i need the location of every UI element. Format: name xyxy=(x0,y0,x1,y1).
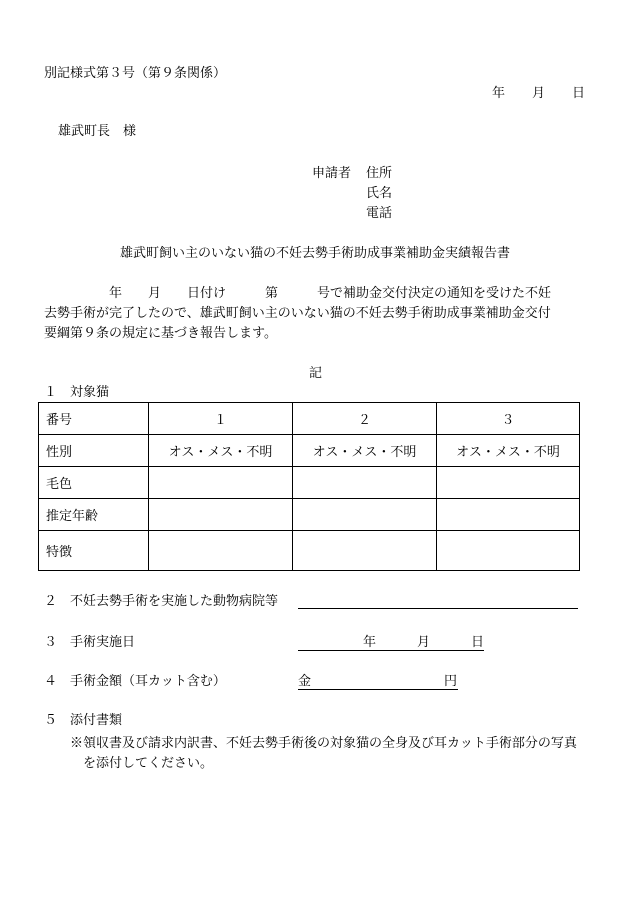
row-label-number: 番号 xyxy=(39,403,149,435)
body-line: 要綱第９条の規定に基づき報告します。 xyxy=(44,326,277,341)
date-line xyxy=(492,86,585,102)
hospital-field[interactable] xyxy=(298,608,578,609)
section3-label: ３ 手術実施日 xyxy=(44,635,136,650)
sex-cell-3[interactable]: オス・メス・不明 xyxy=(437,435,580,467)
applicant-name-label: 氏名 xyxy=(366,186,393,201)
surgery-day: 日 xyxy=(471,635,485,650)
surgery-year: 年 xyxy=(363,635,377,650)
column-number-1: １ xyxy=(149,403,293,435)
form-number: 別記様式第３号（第９条関係） xyxy=(44,66,227,81)
section1-heading: １ 対象猫 xyxy=(44,385,110,400)
body-line: 去勢手術が完了したので、雄武町飼い主のいない猫の不妊去勢手術助成事業補助金交付 xyxy=(44,306,551,321)
column-number-2: ２ xyxy=(293,403,437,435)
cat-table xyxy=(38,402,580,571)
features-cell-1[interactable] xyxy=(149,531,293,571)
sex-cell-2[interactable]: オス・メス・不明 xyxy=(293,435,437,467)
date-month: 月 xyxy=(532,86,546,101)
addressee: 雄武町長 様 xyxy=(58,124,137,139)
sex-cell-1[interactable]: オス・メス・不明 xyxy=(149,435,293,467)
table-row xyxy=(39,403,580,435)
coat-color-cell-3[interactable] xyxy=(437,467,580,499)
features-cell-3[interactable] xyxy=(437,531,580,571)
table-row xyxy=(39,499,580,531)
estimated-age-cell-3[interactable] xyxy=(437,499,580,531)
date-day: 日 xyxy=(572,86,586,101)
coat-color-cell-1[interactable] xyxy=(149,467,293,499)
table-row xyxy=(39,531,580,571)
section5-label: ５ 添付書類 xyxy=(44,713,123,728)
attachment-note-line: を添付してください。 xyxy=(70,756,214,771)
table-row xyxy=(39,435,580,467)
section2-label: ２ 不妊去勢手術を実施した動物病院等 xyxy=(44,594,279,609)
surgery-date-field[interactable] xyxy=(298,650,484,651)
ki-heading: 記 xyxy=(309,366,323,381)
surgery-month: 月 xyxy=(417,635,431,650)
body-line: 年 月 日付け 第 号で補助金交付決定の通知を受けた不妊 xyxy=(44,286,552,301)
attachment-note xyxy=(70,734,577,774)
body-text xyxy=(44,284,551,344)
estimated-age-cell-2[interactable] xyxy=(293,499,437,531)
row-label-coat-color: 毛色 xyxy=(39,467,149,499)
row-label-features: 特徴 xyxy=(39,531,149,571)
section4-label: ４ 手術金額（耳カット含む） xyxy=(44,674,226,689)
applicant-label: 申請者 xyxy=(312,166,352,181)
amount-field[interactable] xyxy=(298,689,458,690)
applicant-phone-label: 電話 xyxy=(366,206,393,221)
applicant-address-label: 住所 xyxy=(366,166,393,181)
table-row xyxy=(39,467,580,499)
document-title: 雄武町飼い主のいない猫の不妊去勢手術助成事業補助金実績報告書 xyxy=(120,246,511,261)
coat-color-cell-2[interactable] xyxy=(293,467,437,499)
date-year: 年 xyxy=(492,86,506,101)
features-cell-2[interactable] xyxy=(293,531,437,571)
row-label-estimated-age: 推定年齢 xyxy=(39,499,149,531)
column-number-3: ３ xyxy=(437,403,580,435)
estimated-age-cell-1[interactable] xyxy=(149,499,293,531)
surgery-date xyxy=(363,635,484,651)
attachment-note-line: ※領収書及び請求内訳書、不妊去勢手術後の対象猫の全身及び耳カット手術部分の写真 xyxy=(70,736,577,751)
amount-yen-label: 円 xyxy=(444,674,458,689)
row-label-sex: 性別 xyxy=(39,435,149,467)
amount-kin-label: 金 xyxy=(298,674,312,689)
